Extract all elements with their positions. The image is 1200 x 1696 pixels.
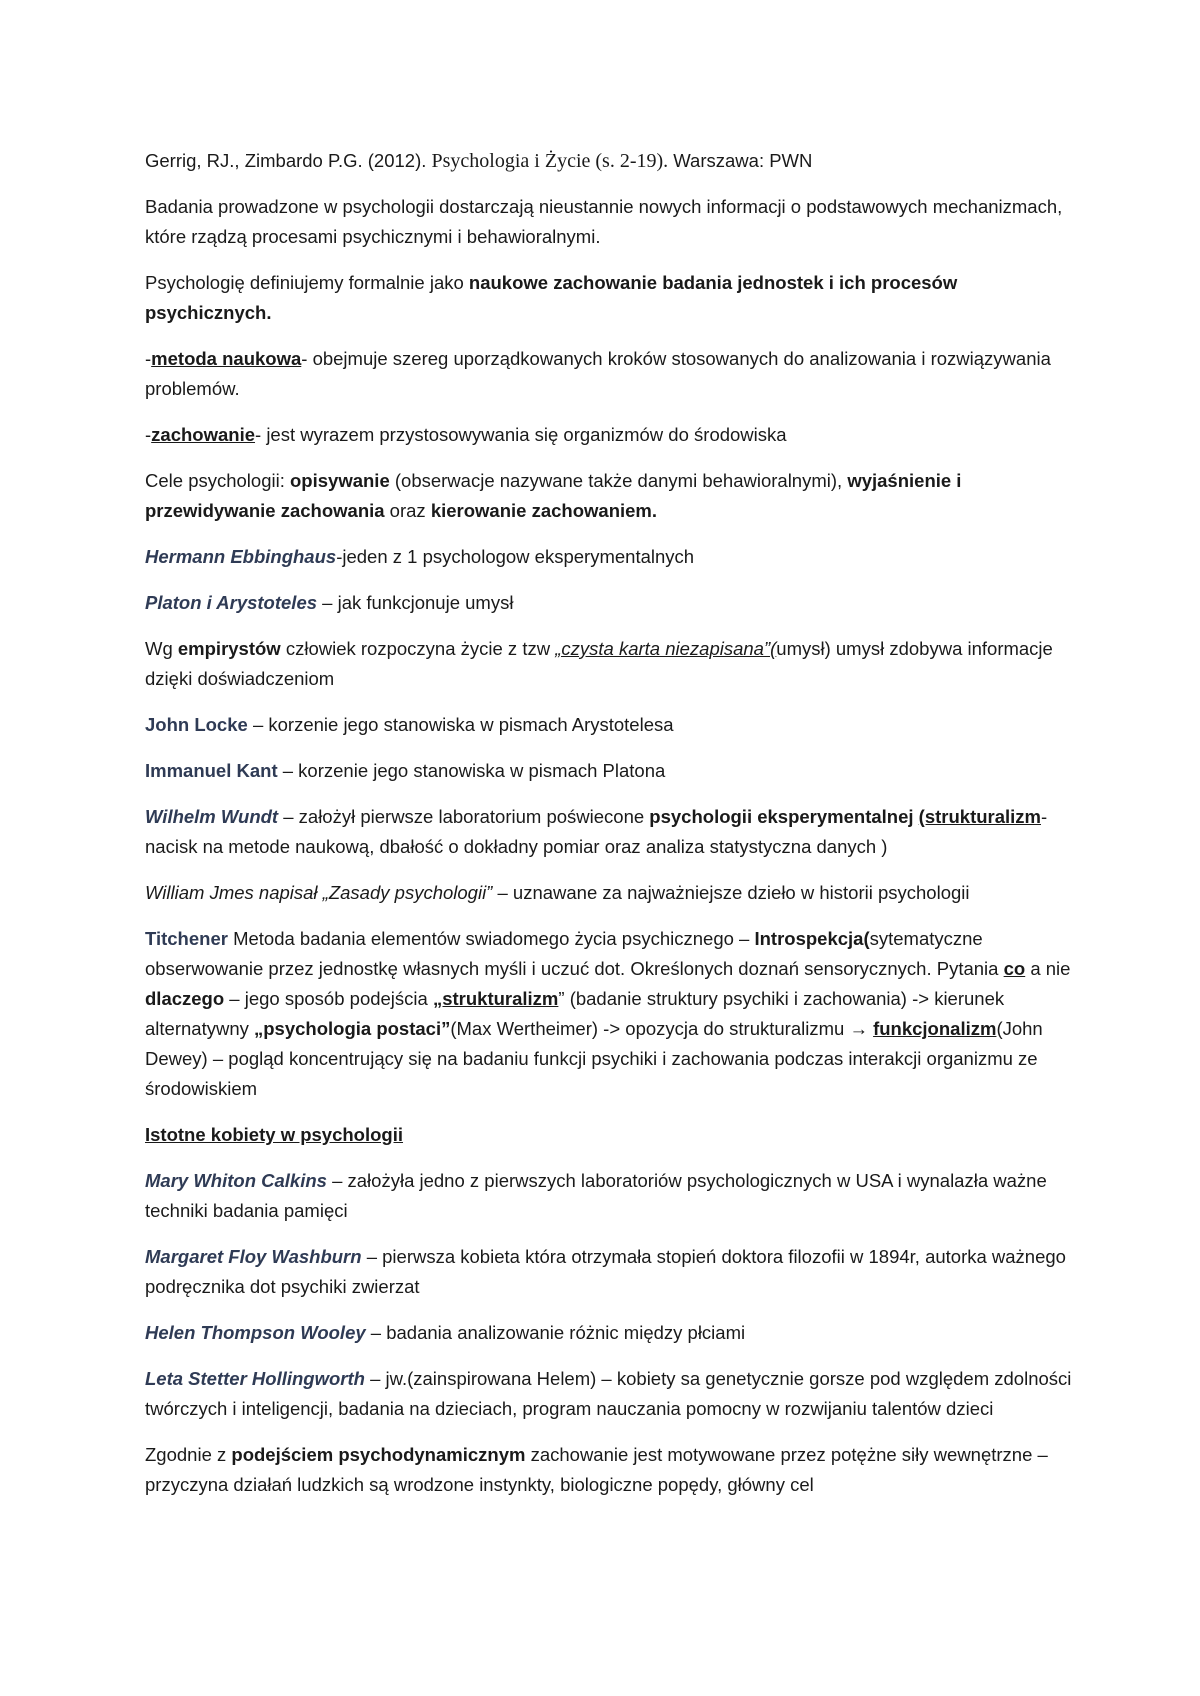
- cele-t2: (obserwacje nazywane także danymi behawioralnymi),: [389, 470, 848, 491]
- titchener-t6: (Max Wertheimer) -> opozycja do strukturalizmu: [450, 1018, 850, 1039]
- paragraph-psychodynamiczne: [145, 1440, 1072, 1500]
- wundt-strukturalizm: (strukturalizm: [918, 806, 1041, 827]
- platon-text: – jak funkcjonuje umysł: [317, 592, 514, 613]
- titchener-t5: ” (badanie struktury psychiki i zachowania) -> kierunek alternatywny: [145, 988, 1005, 1039]
- paragraph-washburn: [145, 1242, 1072, 1302]
- heading-kobiety: Istotne kobiety w psychologii: [145, 1124, 404, 1145]
- titchener-dlaczego: dlaczego: [145, 988, 225, 1009]
- zachowanie-text: - jest wyrazem przystosowywania się organizmów do środowiska: [255, 424, 787, 445]
- paragraph-wundt: [145, 802, 1072, 862]
- paragraph-wooley: [145, 1318, 1072, 1348]
- wundt-t3: - nacisk na metode naukową, dbałość o dokładny pomiar oraz analiza statystyczna danych ): [145, 806, 1048, 857]
- empirysci-t2: człowiek rozpoczyna życie z tzw: [280, 638, 556, 659]
- name-kant: Immanuel Kant: [145, 760, 278, 781]
- zachowanie-dash: -: [145, 424, 152, 445]
- titchener-t8: (John Dewey) – pogląd koncentrujący się na badaniu funkcji psychiki i zachowania podczas interakcji organizmu ze środowiskiem: [145, 1018, 1043, 1099]
- washburn-text: – pierwsza kobieta która otrzymała stopień doktora filozofii w 1894r, autorka ważnego podręcznika dot psychiki zwierzat: [145, 1246, 1066, 1297]
- definicja-bold: naukowe zachowanie badania jednostek i ich procesów psychicznych: [145, 272, 958, 323]
- citation: [145, 146, 1072, 176]
- psychodynamiczne-b1: podejściem psychodynamicznym: [231, 1444, 526, 1465]
- psychodynamiczne-t1: Zgodnie z: [145, 1444, 232, 1465]
- hollingworth-text: – jw.(zainspirowana Helem) – kobiety sa genetycznie gorsze pod względem zdolności twórczych i inteligencji, badania na dzieciach, program nauczania pomocny w rozwijaniu talentów dzieci: [145, 1368, 1072, 1419]
- empirysci-t3: umysł) umysł zdobywa informacje dzięki doświadczeniom: [145, 638, 1053, 689]
- paragraph-empirysci: [145, 634, 1072, 694]
- name-platon: Platon i Arystoteles: [145, 592, 318, 613]
- paragraph-badania: Badania prowadzone w psychologii dostarczają nieustannie nowych informacji o podstawowych mechanizmach, które rządzą procesami psychicznymi i behawioralnymi.: [145, 196, 1063, 247]
- titchener-t2: sytematyczne obserwowanie przez jednostkę własnych myśli i uczuć dot. Określonych doznań sensorycznych. Pytania: [145, 928, 1004, 979]
- titchener-strukturalizm: „strukturalizm: [432, 988, 559, 1009]
- name-ebbinghaus: Hermann Ebbinghaus: [145, 546, 337, 567]
- empirysci-t1: Wg: [145, 638, 178, 659]
- paragraph-hollingworth: [145, 1364, 1072, 1424]
- definicja-suffix: .: [266, 302, 272, 323]
- metoda-dash: -: [145, 348, 152, 369]
- titchener-introspekcja: Introspekcja(: [754, 928, 870, 949]
- metoda-term: metoda naukowa: [151, 348, 302, 369]
- paragraph-platon: [145, 588, 1072, 618]
- titchener-psychologia-postaci: „psychologia postaci”: [254, 1018, 451, 1039]
- name-locke: John Locke: [145, 714, 248, 735]
- titchener-t1: Metoda badania elementów swiadomego życia psychicznego –: [227, 928, 755, 949]
- wundt-t1: – założył pierwsze laboratorium poświecone: [278, 806, 650, 827]
- wooley-text: – badania analizowanie różnic między płciami: [365, 1322, 746, 1343]
- cele-t4: .: [651, 500, 658, 521]
- arrow-right-icon: →: [849, 1018, 868, 1039]
- citation-authors: Gerrig, RJ., Zimbardo P.G. (2012).: [145, 150, 427, 171]
- wundt-b1: psychologii eksperymentalnej: [649, 806, 914, 827]
- cele-b1: opisywanie: [290, 470, 390, 491]
- name-wooley: Helen Thompson Wooley: [145, 1322, 366, 1343]
- cele-b2: wyjaśnienie i przewidywanie zachowania: [145, 470, 962, 521]
- zachowanie-term: zachowanie: [151, 424, 256, 445]
- calkins-text: – założyła jedno z pierwszych laboratoriów psychologicznych w USA i wynalazła ważne techniki badania pamięci: [145, 1170, 1047, 1221]
- locke-text: – korzenie jego stanowiska w pismach Arystotelesa: [247, 714, 674, 735]
- paragraph-james: [145, 878, 1072, 908]
- definicja-prefix: Psychologię definiujemy formalnie jako: [145, 272, 469, 293]
- paragraph-zachowanie: [145, 420, 1072, 450]
- citation-publisher: Warszawa: PWN: [673, 150, 813, 171]
- paragraph-cele: [145, 466, 1072, 526]
- citation-title: Psychologia i Życie (s. 2-19).: [431, 150, 669, 172]
- paragraph-metoda-naukowa: [145, 344, 1072, 404]
- james-text: – uznawane za najważniejsze dzieło w historii psychologii: [492, 882, 970, 903]
- cele-b3: kierowanie zachowaniem: [430, 500, 652, 521]
- cele-t1: Cele psychologii:: [145, 470, 290, 491]
- titchener-t3: a nie: [1025, 958, 1071, 979]
- name-washburn: Margaret Floy Washburn: [145, 1246, 362, 1267]
- paragraph-calkins: [145, 1166, 1072, 1226]
- paragraph-locke: [145, 710, 1072, 740]
- name-hollingworth: Leta Stetter Hollingworth: [145, 1368, 365, 1389]
- kant-text: – korzenie jego stanowiska w pismach Platona: [277, 760, 666, 781]
- titchener-funkcjonalizm: funkcjonalizm: [873, 1018, 997, 1039]
- psychodynamiczne-t2: zachowanie jest motywowane przez potężne siły wewnętrzne – przyczyna działań ludzkich są wrodzone instynkty, biologiczne popędy, główny cel: [145, 1444, 1048, 1495]
- empirysci-b1: empirystów: [177, 638, 281, 659]
- name-wundt: Wilhelm Wundt: [145, 806, 279, 827]
- name-titchener: Titchener: [145, 928, 228, 949]
- ebbinghaus-text: -jeden z 1 psychologow eksperymentalnych: [336, 546, 695, 567]
- titchener-co: co: [1003, 958, 1026, 979]
- paragraph-definicja: [145, 268, 1072, 328]
- titchener-t4: – jego sposób podejścia: [224, 988, 433, 1009]
- james-italic: William Jmes napisał „Zasady psychologii”: [145, 882, 493, 903]
- empirysci-quote: „czysta karta niezapisana”(: [555, 638, 777, 659]
- paragraph-titchener: [145, 924, 1072, 1104]
- paragraph-kant: [145, 756, 1072, 786]
- cele-t3: oraz: [384, 500, 431, 521]
- metoda-text: - obejmuje szereg uporządkowanych kroków stosowanych do analizowania i rozwiązywania problemów.: [145, 348, 1051, 399]
- name-calkins: Mary Whiton Calkins: [145, 1170, 327, 1191]
- paragraph-ebbinghaus: [145, 542, 1072, 572]
